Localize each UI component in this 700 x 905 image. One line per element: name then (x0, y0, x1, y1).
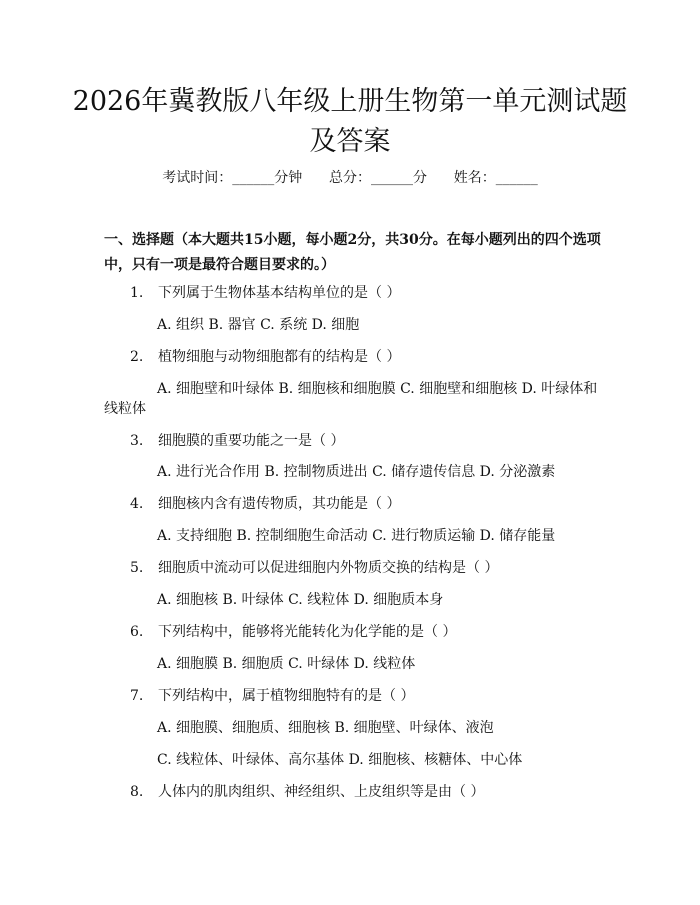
question-1-options: A. 组织 B. 器官 C. 系统 D. 细胞 (157, 317, 360, 333)
question-number: 8. (130, 784, 144, 800)
question-text: 植物细胞与动物细胞都有的结构是（ ） (158, 349, 401, 365)
question-text: 下列结构中，能够将光能转化为化学能的是（ ） (158, 624, 457, 640)
question-2-options: A. 细胞壁和叶绿体 B. 细胞核和细胞膜 C. 细胞壁和细胞核 D. 叶绿体和线粒体 (104, 381, 598, 417)
question-3 (130, 431, 344, 451)
question-5-options: A. 细胞核 B. 叶绿体 C. 线粒体 D. 细胞质本身 (157, 592, 444, 608)
exam-title: 2026年冀教版八年级上册生物第一单元测试题及答案 (72, 86, 628, 157)
total-score-field: 总分：______分 (329, 170, 427, 186)
section-heading: 一、选择题（本大题共15小题，每小题2分，共30分。在每小题列出的四个选项中，只有一项是最符合题目要求的。） (104, 232, 601, 273)
question-number: 6. (130, 624, 144, 640)
question-number: 1. (130, 285, 144, 301)
question-text: 细胞质中流动可以促进细胞内外物质交换的结构是（ ） (158, 560, 499, 576)
question-6 (130, 622, 456, 642)
question-number: 2. (130, 349, 144, 365)
question-5 (130, 558, 498, 578)
question-7-options-line-1: A. 细胞膜、细胞质、细胞核 B. 细胞壁、叶绿体、液泡 (157, 720, 494, 736)
question-number: 5. (130, 560, 144, 576)
question-text: 人体内的肌肉组织、神经组织、上皮组织等是由（ ） (158, 784, 485, 800)
question-7 (130, 686, 414, 706)
question-number: 3. (130, 433, 144, 449)
question-number: 4. (130, 496, 144, 512)
question-text: 细胞膜的重要功能之一是（ ） (158, 433, 345, 449)
question-6-options: A. 细胞膜 B. 细胞质 C. 叶绿体 D. 线粒体 (157, 656, 416, 672)
question-4-options: A. 支持细胞 B. 控制细胞生命活动 C. 进行物质运输 D. 储存能量 (157, 528, 556, 544)
question-text: 下列属于生物体基本结构单位的是（ ） (158, 285, 401, 301)
question-text: 下列结构中，属于植物细胞特有的是（ ） (158, 688, 415, 704)
exam-time-field: 考试时间：______分钟 (162, 170, 303, 186)
question-4 (130, 494, 400, 514)
exam-meta (0, 168, 700, 188)
question-2 (130, 347, 400, 367)
question-1 (130, 283, 400, 303)
question-text: 细胞核内含有遗传物质，其功能是（ ） (158, 496, 401, 512)
question-8 (130, 782, 484, 802)
question-number: 7. (130, 688, 144, 704)
question-3-options: A. 进行光合作用 B. 控制物质进出 C. 储存遗传信息 D. 分泌激素 (157, 464, 556, 480)
student-name-field: 姓名：______ (453, 170, 538, 186)
question-7-options-line-2: C. 线粒体、叶绿体、高尔基体 D. 细胞核、核糖体、中心体 (157, 752, 523, 768)
